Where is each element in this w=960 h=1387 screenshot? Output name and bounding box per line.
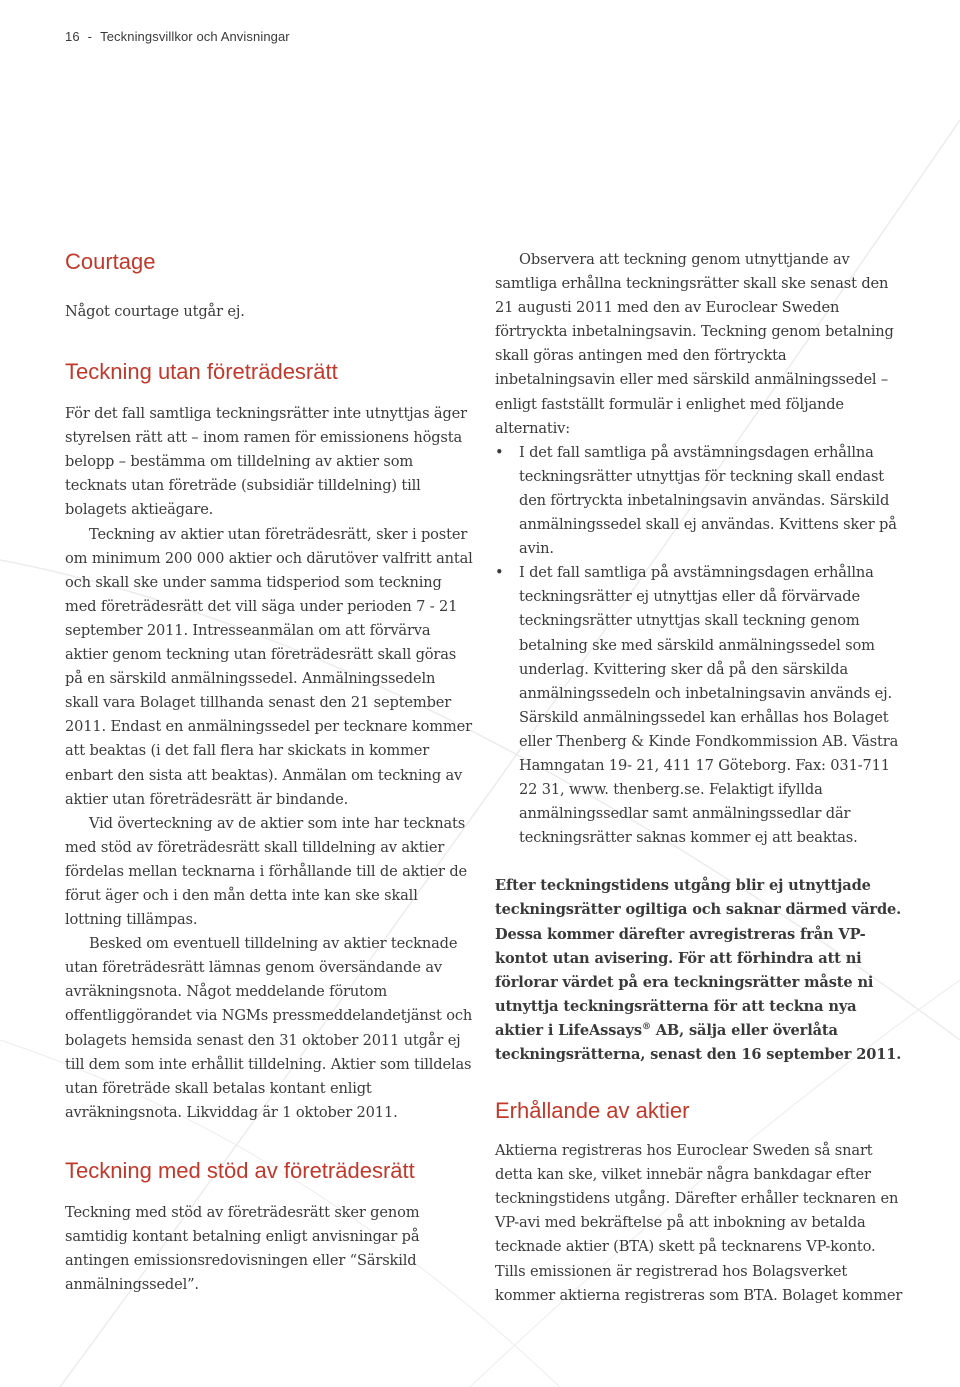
courtage-text: Något courtage utgår ej. [65, 303, 245, 320]
list-item-text: I det fall samtliga på avstämningsdagen erhållna teckningsrätter ej utnyttjas eller då förvärvade teckningsrätter utnyttjas skall teckning genom betalning ske med särskild anmälningssedel som underlag. Kvittering sker då på den särskilda anmälningssedeln och inbetalningsavin används ej. Särskild anmälningssedel kan erhållas hos Bolaget eller Thenberg & Kinde Fondkommission AB. Västra Hamngatan 19- 21, 411 17 Göteborg. Fax: 031-711 22 31, www. thenberg.se. Felaktigt ifyllda anmälningssedlar samt anmälningssedlar där teckningsrätter saknas kommer ej att beaktas. [519, 564, 899, 847]
teckning-med-heading: Teckning med stöd av företrädesrätt [65, 1157, 415, 1183]
courtage-heading: Courtage [65, 249, 156, 274]
teckning-utan-paragraph-3: Vid överteckning av de aktier som inte har tecknats med stöd av företrädesrätt skall tilldelning av aktier fördelas mellan tecknarna i förhållande till de aktier de förut äger och i den mån detta inte kan ske skall lottning tillämpas. [65, 814, 468, 929]
teckning-utan-paragraph-4: Besked om eventuell tilldelning av aktier tecknade utan företrädesrätt lämnas genom översändande av avräkningsnota. Något meddelande förutom offentliggörandet via NGMs pressmeddelandetjänst och bolagets hemsida senast den 31 oktober 2011 utgår ej till dem som inte erhållit tilldelning. Aktier som tilldelas utan företräde skall betalas kontant enligt avräkningsnota. Likviddag är 1 oktober 2011. [65, 935, 473, 1121]
right-column [495, 248, 905, 1308]
teckning-med-paragraph: Teckning med stöd av företrädesrätt sker genom samtidig kontant betalning enligt anvisningar på antingen emissionsredovisningen eller “Särskild anmälningssedel”. [65, 1203, 420, 1294]
list-item [495, 441, 905, 561]
erhallande-paragraph: Aktierna registreras hos Euroclear Sweden så snart detta kan ske, vilket innebär några bankdagar efter teckningstidens utgång. Därefter erhåller tecknaren en VP-avi med bekräftelse på att inbokning av betalda tecknade aktier (BTA) skett på tecknarens VP-konto. Tills emissionen är registrerad hos Bolagsverket kommer aktierna registreras som BTA. Bolaget kommer [495, 1142, 903, 1304]
list-item-text: I det fall samtliga på avstämningsdagen erhållna teckningsrätter utnyttjas för teckning skall endast den förtryckta inbetalningsavin användas. Särskild anmälningssedel skall ej användas. Kvittens sker på avin. [519, 443, 897, 558]
erhallande-heading: Erhållande av aktier [495, 1098, 690, 1124]
bullet-icon: • [495, 564, 504, 582]
teckning-utan-paragraph-1: För det fall samtliga teckningsrätter inte utnyttjas äger styrelsen rätt att – inom ramen för emissionens högsta belopp – bestämma om tilldelning av aktier som tecknats utan företräde (subsidiär tilldelning) till bolagets aktieägare. [65, 405, 467, 519]
list-item [495, 561, 905, 850]
alternatives-list [495, 441, 905, 851]
teckning-utan-paragraph-2: Teckning av aktier utan företrädesrätt, sker i poster om minimum 200 000 aktier och därutöver valfritt antal och skall ske under samma tidsperiod som teckning med företrädesrätt det vill säga under perioden 7 - 21 september 2011. Intresseanmälan om att förvärva aktier genom teckning utan företrädesrätt skall göras på en särskild anmälningssedel. Anmälningssedeln skall vara Bolaget tillhanda senast den 21 september 2011. Endast en anmälningssedel per tecknare kommer att beaktas (i det fall flera har skickats in kommer enbart den sista att beaktas). Anmälan om teckning av aktier utan företrädesrätt är bindande. [65, 525, 473, 808]
bullet-icon: • [495, 443, 504, 461]
observera-paragraph: Observera att teckning genom utnyttjande av samtliga erhållna teckningsrätter skall ske senast den 21 augusti 2011 med den av Euroclear Sweden förtryckta inbetalningsavin. Teckning genom betalning skall göras antingen med den förtryckta inbetalningsavin eller med särskild anmälningssedel – enligt fastställt formulär i enlighet med följande alternativ: [495, 251, 894, 437]
page-number: 16 [65, 29, 80, 44]
teckningstid-notice [495, 874, 905, 1067]
left-column [65, 248, 473, 1297]
header-separator: - [87, 29, 93, 44]
registered-mark: ® [641, 1022, 651, 1033]
teckning-utan-heading: Teckning utan företrädesrätt [65, 359, 338, 385]
document-title: Teckningsvillkor och Anvisningar [100, 29, 290, 44]
running-header [65, 29, 290, 44]
notice-text-part-1: Efter teckningstidens utgång blir ej utnyttjade teckningsrätter ogiltiga och saknar därmed värde. Dessa kommer därefter avregistreras från VP-kontot utan avisering. För att förhindra att ni förlorar värdet på era teckningsrätter måste ni utnyttja teckningsrätterna för att teckna nya aktier i LifeAssays [495, 877, 902, 1039]
notice-text-part-2: AB, sälja eller överlåta teckningsrätterna, senast den 16 september 2011. [495, 1021, 902, 1063]
